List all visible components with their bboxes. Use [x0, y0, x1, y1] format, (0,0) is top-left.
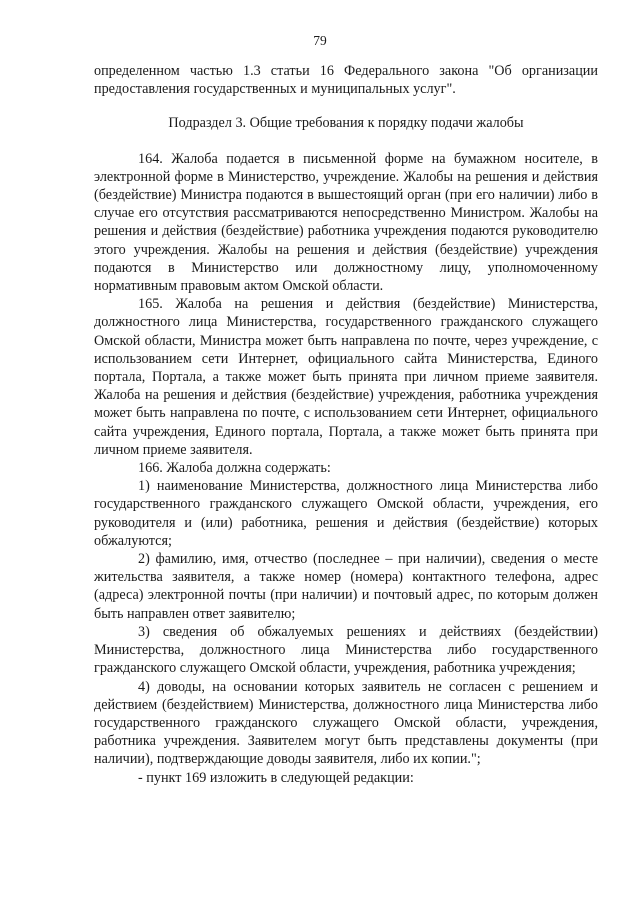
page-number: 79 [313, 33, 327, 48]
list-item-3: 3) сведения об обжалуемых решениях и действиях (бездействии) Министерства, должностного лица Министерства либо государственного гражданского служащего Омской области, учреждения, работника учреждения; [94, 623, 598, 677]
intro-paragraph: определенном частью 1.3 статьи 16 Федерального закона "Об организации предоставления государственных и муниципальных услуг". [94, 63, 598, 98]
paragraph-164: 164. Жалоба подается в письменной форме на бумажном носителе, в электронной форме в Министерство, учреждение. Жалобы на решения и действия (бездействие) Министра подаются в вышестоящий орган (при его наличии) либо в случае его отсутствия рассматриваются непосредственно Министром. Жалобы на решения и действия (бездействие) работника учреждения подаются руководителю этого учреждения. Жалобы на решения и действия (бездействие) учреждения подаются в Министерство или должностному лицу, уполномоченному нормативным правовым актом Омской области. [94, 150, 598, 295]
list-item-1: 1) наименование Министерства, должностного лица Министерства либо государственного гражданского служащего Омской области, учреждения, его руководителя и (или) работника, решения и действия (бездействие) которых обжалуются; [94, 478, 598, 549]
paragraph-165: 165. Жалоба на решения и действия (бездействие) Министерства, должностного лица Министерства, государственного гражданского служащего Омской области, Министра может быть направлена по почте, через учреждение, с использованием сети Интернет, официального сайта Министерства, Единого портала, Портала, а также может быть принята при личном приеме заявителя. Жалоба на решения и действия (бездействие) учреждения, работника учреждения может быть направлена по почте, с использованием сети Интернет, официального сайта учреждения, Единого портала, Портала, а также может быть принята при личном приеме заявителя. [94, 296, 598, 458]
list-item-2: 2) фамилию, имя, отчество (последнее – при наличии), сведения о месте жительства заявителя, а также номер (номера) контактного телефона, адрес (адреса) электронной почты (при наличии) и почтовый адрес, по которым должен быть направлен ответ заявителю; [94, 551, 598, 622]
section-heading: Подраздел 3. Общие требования к порядку подачи жалобы [168, 115, 524, 132]
list-item-4: 4) доводы, на основании которых заявитель не согласен с решением и действием (бездействием) Министерства, должностного лица Министерства либо государственного гражданского служащего Омской области, учреждения, работника учреждения. Заявителем могут быть представлены документы (при наличии), подтверждающие доводы заявителя, либо их копии."; [94, 678, 598, 768]
document-body [94, 62, 598, 787]
paragraph-166: 166. Жалоба должна содержать: [138, 460, 331, 477]
amendment-line: - пункт 169 изложить в следующей редакции: [138, 769, 414, 786]
